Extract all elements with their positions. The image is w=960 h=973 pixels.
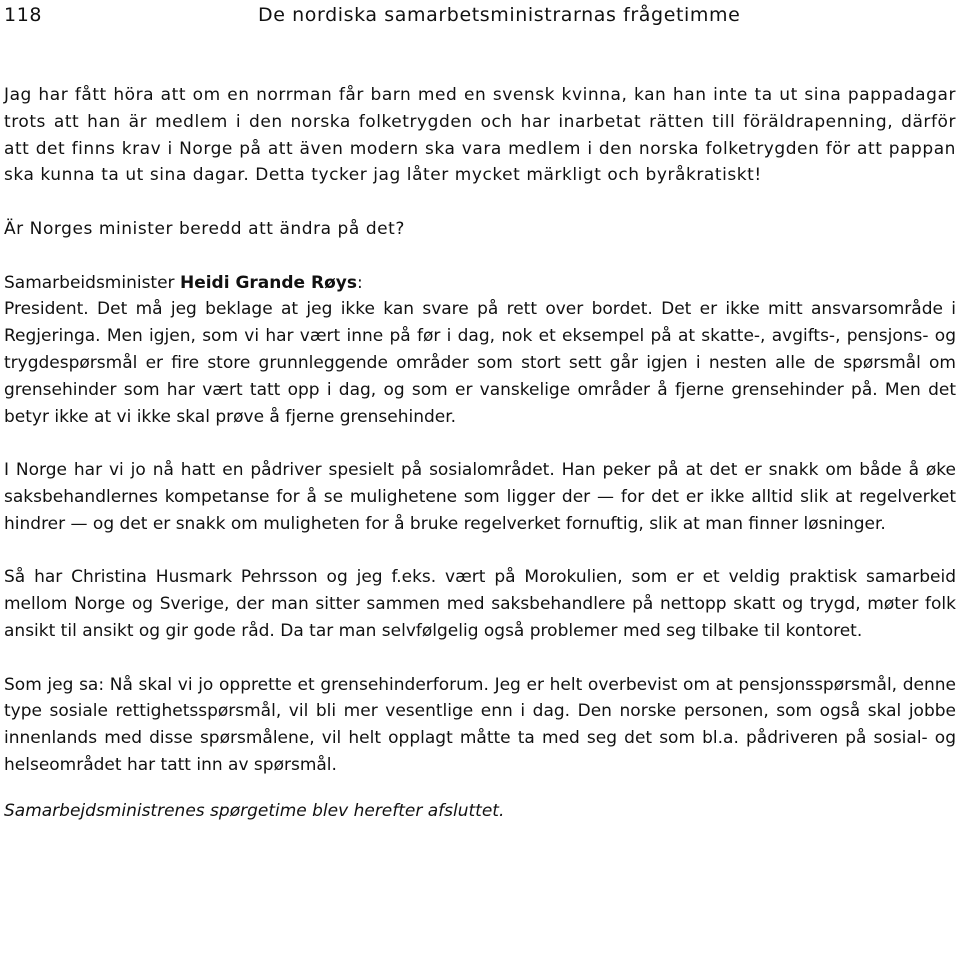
document-body <box>4 82 956 825</box>
spacer <box>4 430 956 457</box>
answer-paragraph-2: I Norge har vi jo nå hatt en pådriver spesielt på sosialområdet. Han peker på at det er snakk om både å øke saksbehandlernes kompetanse for å se mulighetene som ligger der — for det er ikke alltid slik at regelverket hindrer — og det er snakk om muligheten for å bruke regelverket fornuftig, slik at man finner løsninger. <box>4 460 956 534</box>
answer-paragraph-4: Som jeg sa: Nå skal vi jo opprette et grensehinderforum. Jeg er helt overbevist om at pensjonsspørsmål, denne type sosiale rettighetsspørsmål, vil bli mer vesentlige enn i dag. Den norske personen, som også skal jobbe innenlands med disse spørsmålene, vil helt opplagt måtte ta med seg det som bl.a. pådriveren på sosial- og helseområdet har tatt inn av spørsmål. <box>4 674 956 775</box>
spacer <box>4 645 956 672</box>
running-title: De nordiska samarbetsministrarnas frågetimme <box>258 4 741 26</box>
page-number: 118 <box>4 4 43 26</box>
question-ask: Är Norges minister beredd att ändra på det? <box>4 218 405 239</box>
answer-paragraph-1: President. Det må jeg beklage at jeg ikke kan svare på rett over bordet. Det er ikke mitt ansvarsområde i Regjeringa. Men igjen, som vi har vært inne på før i dag, nok et eksempel på at skatte-, avgifts-, pensjons- og trygdespørsmål er fire store grunnleggende områder som stort sett går igjen i nesten alle de spørsmål om grensehinder som har vært tatt opp i dag, og som er vanskelige områder å fjerne grensehinder på. Men det betyr ikke at vi ikke skal prøve å fjerne grensehinder. <box>4 299 956 427</box>
closing-note: Samarbejdsministrenes spørgetime blev herefter afsluttet. <box>4 800 505 821</box>
spacer <box>4 189 956 216</box>
answer-paragraph-3: Så har Christina Husmark Pehrsson og jeg f.eks. vært på Morokulien, som er et veldig praktisk samarbeid mellom Norge og Sverige, der man sitter sammen med saksbehandlere på nettopp skatt og trygd, møter folk ansikt til ansikt og gir gode råd. Da tar man selvfølgelig også problemer med seg tilbake til kontoret. <box>4 567 956 641</box>
speaker-line <box>4 270 956 297</box>
speaker-colon: : <box>356 272 363 293</box>
speaker-name: Heidi Grande Røys <box>179 272 357 293</box>
question-paragraph: Jag har fått höra att om en norrman får barn med en svensk kvinna, kan han inte ta ut sina pappadagar trots att han är medlem i den norska folketrygden och har inarbetat rätten till föräldrapenning, därför att det finns krav i Norge på att även modern ska vara medlem i den norska folketrygden för att pappan ska kunna ta ut sina dagar. Detta tycker jag låter mycket märkligt och byråkratiskt! <box>4 85 956 186</box>
spacer <box>4 779 956 798</box>
spacer <box>4 243 956 270</box>
page-header <box>4 0 960 30</box>
speaker-role: Samarbeidsminister <box>4 272 175 293</box>
spacer <box>4 538 956 565</box>
